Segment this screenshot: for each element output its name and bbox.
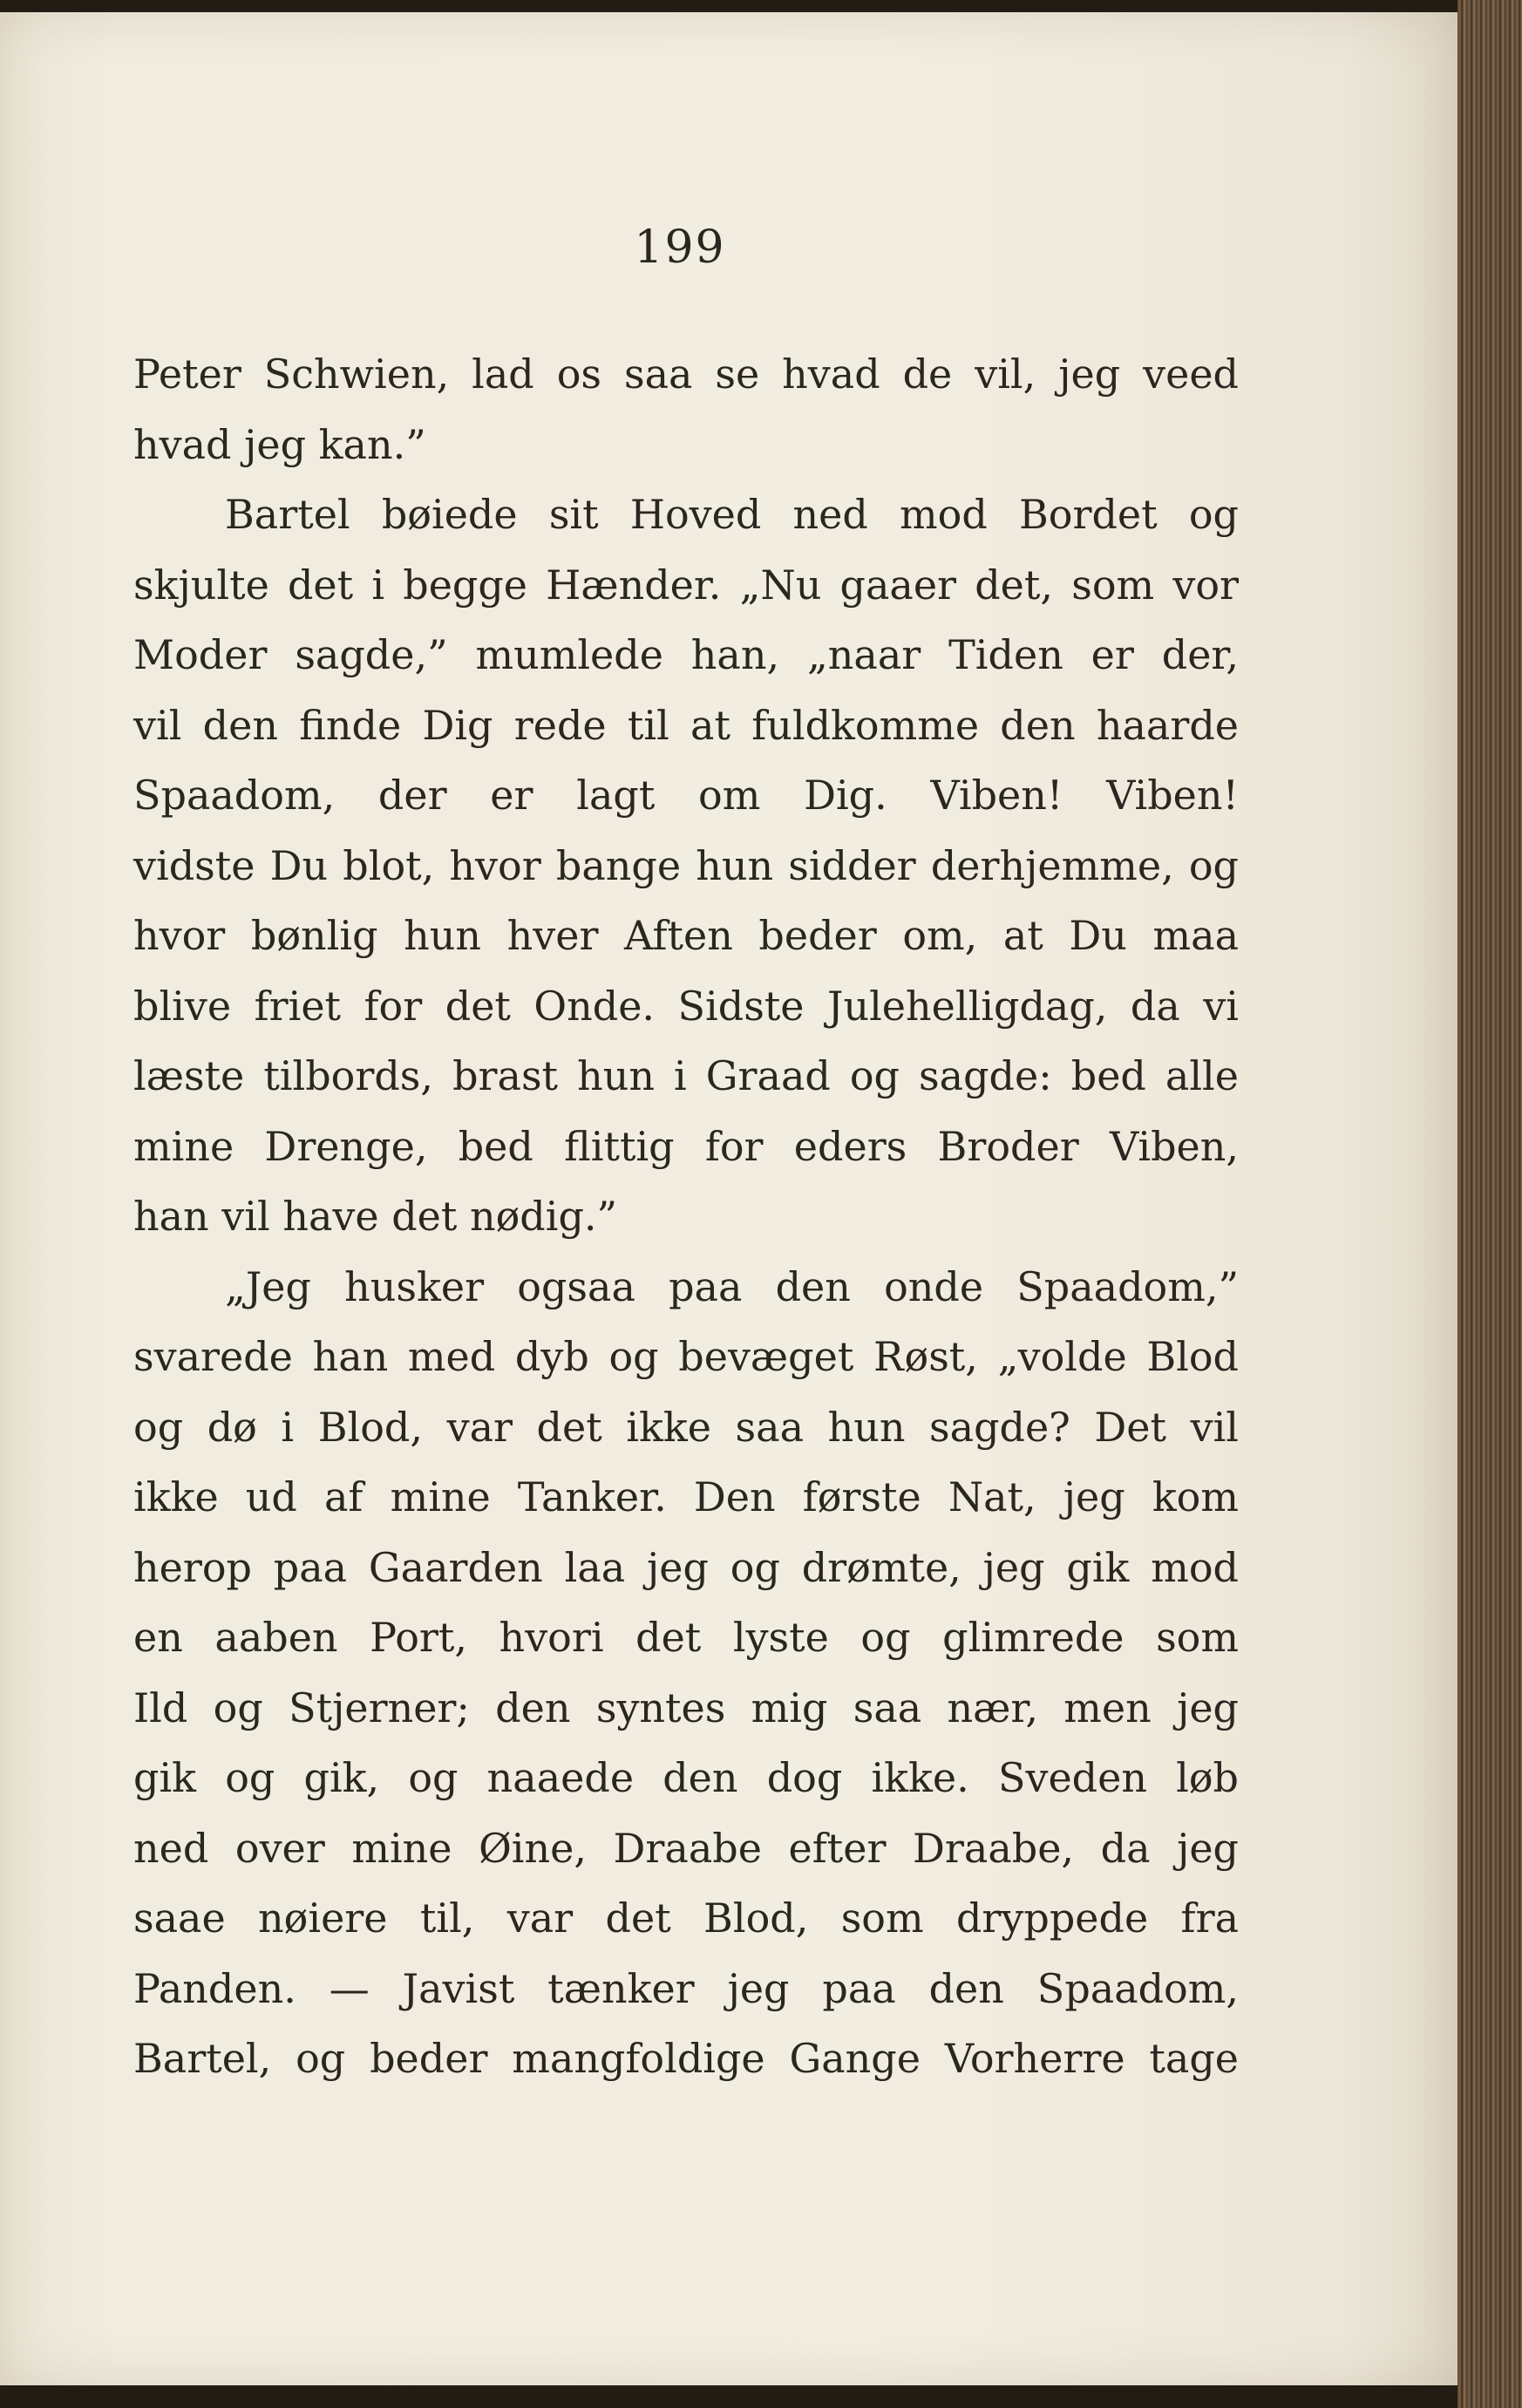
text-line: „Jeg husker ogsaa paa den onde Spaadom,” [225,1262,1239,1310]
text-line: Bartel bøiede sit Hoved ned mod Bordet og [225,491,1239,538]
text-line: han vil have det nødig.” [133,1193,618,1240]
text-line: blive friet for det Onde. Sidste Julehelligdag, da vi [133,982,1239,1030]
body-text [133,339,1239,2094]
text-line: Panden. — Javist tænker jeg paa den Spaadom, [133,1964,1239,2012]
page-header [0,221,1360,274]
text-line: herop paa Gaarden laa jeg og drømte, jeg gik mod [133,1543,1239,1591]
text-line: en aaben Port, hvori det lyste og glimrede som [133,1614,1239,1661]
text-line: gik og gik, og naaede den dog ikke. Sveden løb [133,1754,1239,1801]
text-line: saae nøiere til, var det Blod, som dryppede fra [133,1894,1239,1942]
text-line: vidste Du blot, hvor bange hun sidder derhjemme, og [133,841,1239,889]
text-line: Bartel, og beder mangfoldige Gange Vorherre tage [133,2035,1239,2082]
book-page [0,12,1457,2385]
text-line: ned over mine Øine, Draabe efter Draabe, da jeg [133,1824,1239,1872]
text-line: hvor bønlig hun hver Aften beder om, at Du maa [133,912,1239,959]
text-line: ikke ud af mine Tanker. Den første Nat, jeg kom [133,1473,1239,1520]
text-line: læste tilbords, brast hun i Graad og sagde: bed alle [133,1052,1239,1099]
text-line: mine Drenge, bed flittig for eders Broder Viben, [133,1122,1239,1170]
text-line: hvad jeg kan.” [133,420,426,468]
text-line: Spaadom, der er lagt om Dig. Viben! Viben! [133,772,1239,819]
text-line: Ild og Stjerner; den syntes mig saa nær, men jeg [133,1684,1239,1731]
page-number: 199 [634,221,726,274]
text-line: skjulte det i begge Hænder. „Nu gaaer det, som vor [133,561,1239,609]
text-line: Peter Schwien, lad os saa se hvad de vil, jeg veed [133,350,1239,398]
text-line: svarede han med dyb og bevæget Røst, „volde Blod [133,1333,1239,1380]
text-line: og dø i Blod, var det ikke saa hun sagde? Det vil [133,1403,1239,1451]
text-line: Moder sagde,” mumlede han, „naar Tiden er der, [133,631,1239,678]
text-line: vil den finde Dig rede til at fuldkomme den haarde [133,701,1239,749]
book-page-edge [1457,0,1522,2408]
